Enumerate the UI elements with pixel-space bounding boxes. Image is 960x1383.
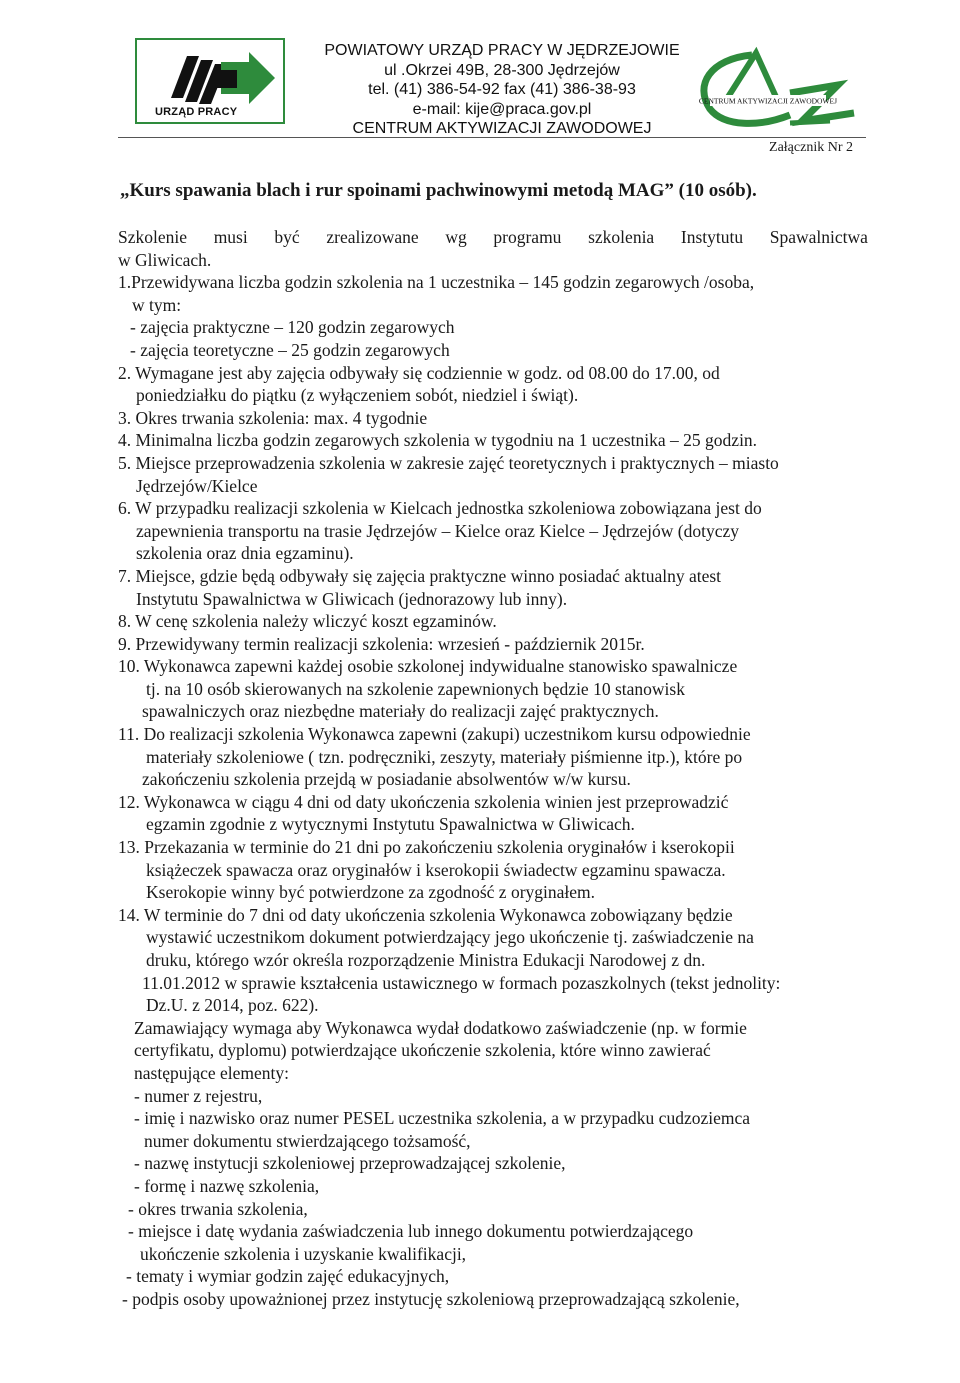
body-line: ukończenie szkolenia i uzyskanie kwalifikacji,	[140, 1243, 467, 1264]
body-line: - okres trwania szkolenia,	[128, 1198, 308, 1219]
body-line: 7. Miejsce, gdzie będą odbywały się zajęcia praktyczne winno posiadać aktualny atest	[118, 565, 722, 586]
body-line: - miejsce i datę wydania zaświadczenia lub innego dokumentu potwierdzającego	[128, 1221, 694, 1242]
body-line: 13. Przekazania w terminie do 21 dni po zakończeniu szkolenia oryginałów i kserokopii	[118, 837, 735, 858]
body-line: Zamawiający wymaga aby Wykonawca wydał dodatkowo zaświadczenie (np. w formie	[134, 1017, 747, 1038]
office-name: POWIATOWY URZĄD PRACY W JĘDRZEJOWIE	[324, 42, 680, 59]
office-address-block	[312, 41, 692, 139]
body-line: - formę i nazwę szkolenia,	[134, 1175, 320, 1196]
body-line: zapewnienia transportu na trasie Jędrzejów – Kielce oraz Kielce – Jędrzejów (dotyczy	[136, 520, 739, 541]
office-department: CENTRUM AKTYWIZACJI ZAWODOWEJ	[352, 120, 652, 137]
body-line: tj. na 10 osób skierowanych na szkolenie zapewnionych będzie 10 stanowisk	[146, 678, 685, 699]
body-line: 11.01.2012 w sprawie kształcenia ustawicznego w formach pozaszkolnych (tekst jednolity:	[142, 972, 781, 993]
body-lines	[118, 249, 868, 1311]
body-line: - nazwę instytucji szkoleniowej przeprowadzającej szkolenie,	[134, 1153, 566, 1174]
body-line: w tym:	[132, 294, 182, 315]
body-line: Instytutu Spawalnictwa w Gliwicach (jednorazowy lub inny).	[136, 588, 568, 609]
body-line: Dz.U. z 2014, poz. 622).	[146, 995, 319, 1016]
body-line: certyfikatu, dyplomu) potwierdzające ukończenie szkolenia, które winno zawierać	[134, 1040, 711, 1061]
body-line: następujące elementy:	[134, 1062, 289, 1083]
body-line: wystawić uczestnikom dokument potwierdzający jego ukończenie tj. zaświadczenie na	[146, 927, 754, 948]
office-street: ul .Okrzei 49B, 28-300 Jędrzejów	[384, 61, 620, 79]
body-line: egzamin zgodnie z wytycznymi Instytutu Spawalnictwa w Gliwicach.	[146, 814, 635, 835]
body-line: 8. W cenę szkolenia należy wliczyć koszt egzaminów.	[118, 611, 497, 632]
intro-word: Szkolenie	[118, 227, 188, 247]
intro-word: zrealizowane	[326, 227, 419, 247]
intro-word: wg	[445, 227, 467, 247]
intro-word: programu	[493, 227, 562, 247]
body-line: 4. Minimalna liczba godzin zegarowych szkolenia w tygodniu na 1 uczestnika – 25 godzin.	[118, 430, 758, 451]
body-line: numer dokumentu stwierdzającego tożsamość,	[144, 1130, 471, 1151]
document-title: „Kurs spawania blach i rur spoinami pachwinowymi metodą MAG” (10 osób).	[120, 180, 757, 201]
body-line: 6. W przypadku realizacji szkolenia w Kielcach jednostka szkoleniowa zobowiązana jest do	[118, 498, 762, 519]
body-line: szkolenia oraz dnia egzaminu).	[136, 543, 354, 564]
centrum-aktywizacji-logo	[690, 45, 860, 130]
body-line: - zajęcia teoretyczne – 25 godzin zegarowych	[130, 339, 450, 360]
body-line: - tematy i wymiar godzin zajęć edukacyjnych,	[126, 1266, 450, 1287]
body-line: 10. Wykonawca zapewni każdej osobie szkolonej indywidualne stanowisko spawalnicze	[118, 656, 738, 677]
body-line: Kserokopie winny być potwierdzone za zgodność z oryginałem.	[146, 882, 596, 903]
body-line: 5. Miejsce przeprowadzenia szkolenia w zakresie zajęć teoretycznych i praktycznych – miasto	[118, 452, 779, 473]
body-line: - numer z rejestru,	[134, 1085, 263, 1106]
urzad-pracy-logo	[135, 38, 285, 124]
document-body	[118, 226, 868, 1311]
office-email: e-mail: kije@praca.gov.pl	[412, 100, 592, 118]
logo-right-text: CENTRUM AKTYWIZACJI ZAWODOWEJ	[698, 96, 838, 106]
intro-word: musi	[213, 227, 248, 247]
annex-label: Załącznik Nr 2	[769, 140, 853, 155]
intro-line	[118, 226, 868, 249]
body-line: w Gliwicach.	[118, 249, 212, 270]
body-line: zakończeniu szkolenia przejdą w posiadanie absolwentów w/w kursu.	[142, 769, 631, 790]
intro-word: szkolenia	[588, 227, 655, 247]
body-line: książeczek spawacza oraz oryginałów i kserokopii świadectw egzaminu spawacza.	[146, 859, 726, 880]
body-line: 14. W terminie do 7 dni od daty ukończenia szkolenia Wykonawca zobowiązany będzie	[118, 904, 733, 925]
body-line: - podpis osoby upoważnionej przez instytucję szkoleniową przeprowadzającą szkolenie,	[122, 1288, 740, 1309]
body-line: - imię i nazwisko oraz numer PESEL uczestnika szkolenia, a w przypadku cudzoziemca	[134, 1108, 751, 1129]
body-line: druku, którego wzór określa rozporządzenie Ministra Edukacji Narodowej z dn.	[146, 950, 706, 970]
office-phone: tel. (41) 386-54-92 fax (41) 386-38-93	[368, 81, 636, 98]
body-line: spawalniczych oraz niezbędne materiały do realizacji zajęć praktycznych.	[142, 701, 659, 722]
body-line: 9. Przewidywany termin realizacji szkolenia: wrzesień - październik 2015r.	[118, 633, 645, 654]
body-line: 2. Wymagane jest aby zajęcia odbywały się codziennie w godz. od 08.00 do 17.00, od	[118, 362, 720, 383]
intro-word: Instytutu	[680, 227, 744, 247]
body-line: 12. Wykonawca w ciągu 4 dni od daty ukończenia szkolenia winien jest przeprowadzić	[118, 791, 729, 812]
document-header	[0, 0, 960, 155]
body-line: Jędrzejów/Kielce	[136, 475, 258, 496]
body-line: 1.Przewidywana liczba godzin szkolenia na 1 uczestnika – 145 godzin zegarowych /osoba,	[118, 272, 755, 293]
intro-word: być	[274, 227, 300, 247]
logo-label: URZĄD PRACY	[155, 106, 238, 118]
body-line: 3. Okres trwania szkolenia: max. 4 tygodnie	[118, 407, 428, 428]
body-line: poniedziałku do piątku (z wyłączeniem sobót, niedziel i świąt).	[136, 385, 579, 406]
header-divider	[118, 137, 866, 138]
body-line: materiały szkoleniowe ( tzn. podręczniki, zeszyty, materiały piśmienne itp.), które po	[146, 746, 743, 767]
intro-word: Spawalnictwa	[769, 227, 868, 247]
body-line: - zajęcia praktyczne – 120 godzin zegarowych	[130, 317, 455, 338]
body-line: 11. Do realizacji szkolenia Wykonawca zapewni (zakupi) uczestnikom kursu odpowiednie	[118, 724, 751, 745]
